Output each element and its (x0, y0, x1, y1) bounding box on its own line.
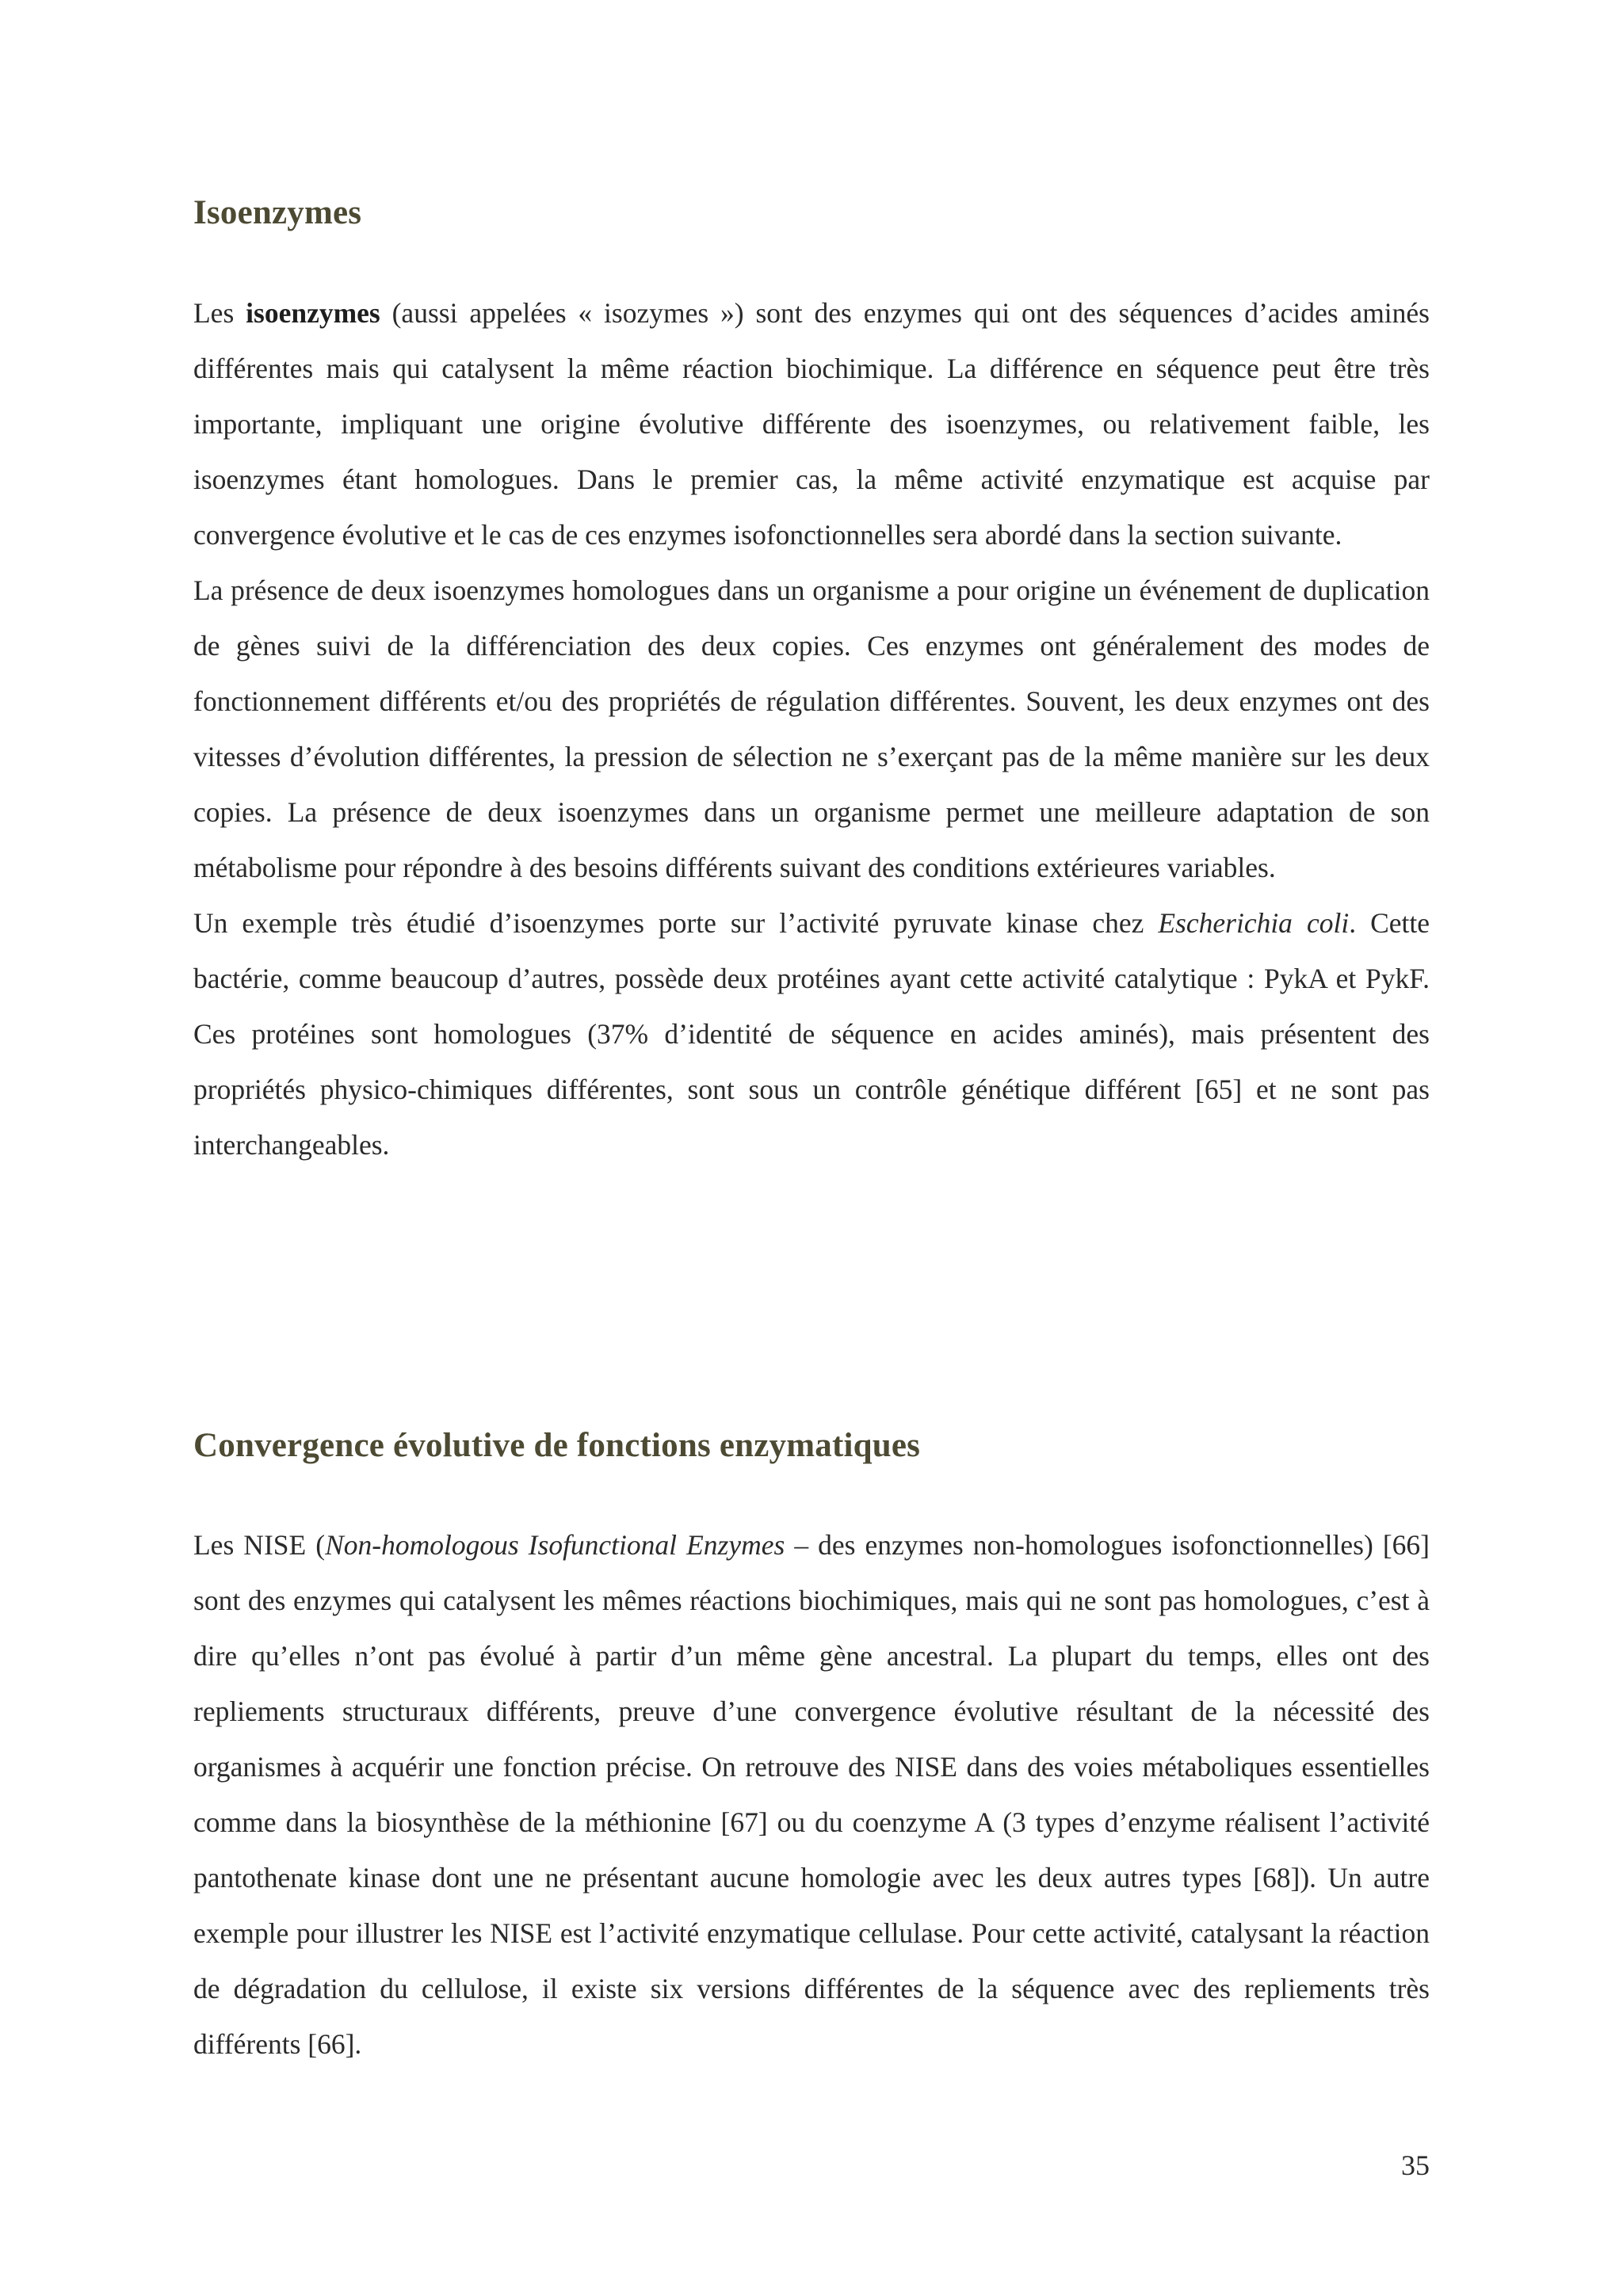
species-name: Escherichia coli (1158, 907, 1350, 939)
italic-term: Non-homologous Isofunctional Enzymes (325, 1529, 785, 1561)
text-run: Un exemple très étudié d’isoenzymes porte sur l’activité pyruvate kinase chez (193, 907, 1159, 939)
paragraph: La présence de deux isoenzymes homologues dans un organisme a pour origine un événement de duplication de gènes suivi de la différenciation des deux copies. Ces enzymes ont généralement des modes de fonctionnement différents et/ou des propriétés de régulation différentes. Souvent, les deux enzymes ont des vitesses d’évolution différentes, la pression de sélection ne s’exerçant pas de la même manière sur les deux copies. La présence de deux isoenzymes dans un organisme permet une meilleure adaptation de son métabolisme pour répondre à des besoins différents suivant des conditions extérieures variables. (193, 574, 1430, 883)
page-number: 35 (1401, 2149, 1430, 2181)
section-heading-convergence: Convergence évolutive de fonctions enzymatiques (193, 1427, 921, 1464)
section-body-isoenzymes (193, 285, 1430, 1173)
text-run: (aussi appelées « isozymes ») sont des enzymes qui ont des séquences d’acides aminés différentes mais qui catalysent la même réaction biochimique. La différence en séquence peut être très importante, impliquant une origine évolutive différente des isoenzymes, ou relativement faible, les isoenzymes étant homologues. Dans le premier cas, la même activité enzymatique est acquise par convergence évolutive et le cas de ces enzymes isofonctionnelles sera abordé dans la section suivante. (193, 297, 1430, 551)
text-run: Les (193, 297, 246, 329)
paragraph (193, 1517, 1430, 2072)
section-heading-isoenzymes: Isoenzymes (193, 194, 362, 231)
paragraph (193, 285, 1430, 563)
paragraph (193, 895, 1430, 1173)
bold-term: isoenzymes (246, 297, 380, 329)
section-body-convergence (193, 1517, 1430, 2072)
text-run: – des enzymes non-homologues isofonctionnelles) [66] sont des enzymes qui catalysent les mêmes réactions biochimiques, mais qui ne sont pas homologues, c’est à dire qu’elles n’ont pas évolué à partir d’un même gène ancestral. La plupart du temps, elles ont des repliements structuraux différents, preuve d’une convergence évolutive résultant de la nécessité des organismes à acquérir une fonction précise. On retrouve des NISE dans des voies métaboliques essentielles comme dans la biosynthèse de la méthionine [67] ou du coenzyme A (3 types d’enzyme réalisent l’activité pantothenate kinase dont une ne présentant aucune homologie avec les deux autres types [68]). Un autre exemple pour illustrer les NISE est l’activité enzymatique cellulase. Pour cette activité, catalysant la réaction de dégradation du cellulose, il existe six versions différentes de la séquence avec des repliements très différents [66]. (193, 1529, 1430, 2060)
text-run: Les NISE ( (193, 1529, 326, 1561)
text-run: . Cette bactérie, comme beaucoup d’autres, possède deux protéines ayant cette activité catalytique : PykA et PykF. Ces protéines sont homologues (37% d’identité de séquence en acides aminés), mais présentent des propriétés physico-chimiques différentes, sont sous un contrôle génétique différent [65] et ne sont pas interchangeables. (193, 907, 1430, 1161)
